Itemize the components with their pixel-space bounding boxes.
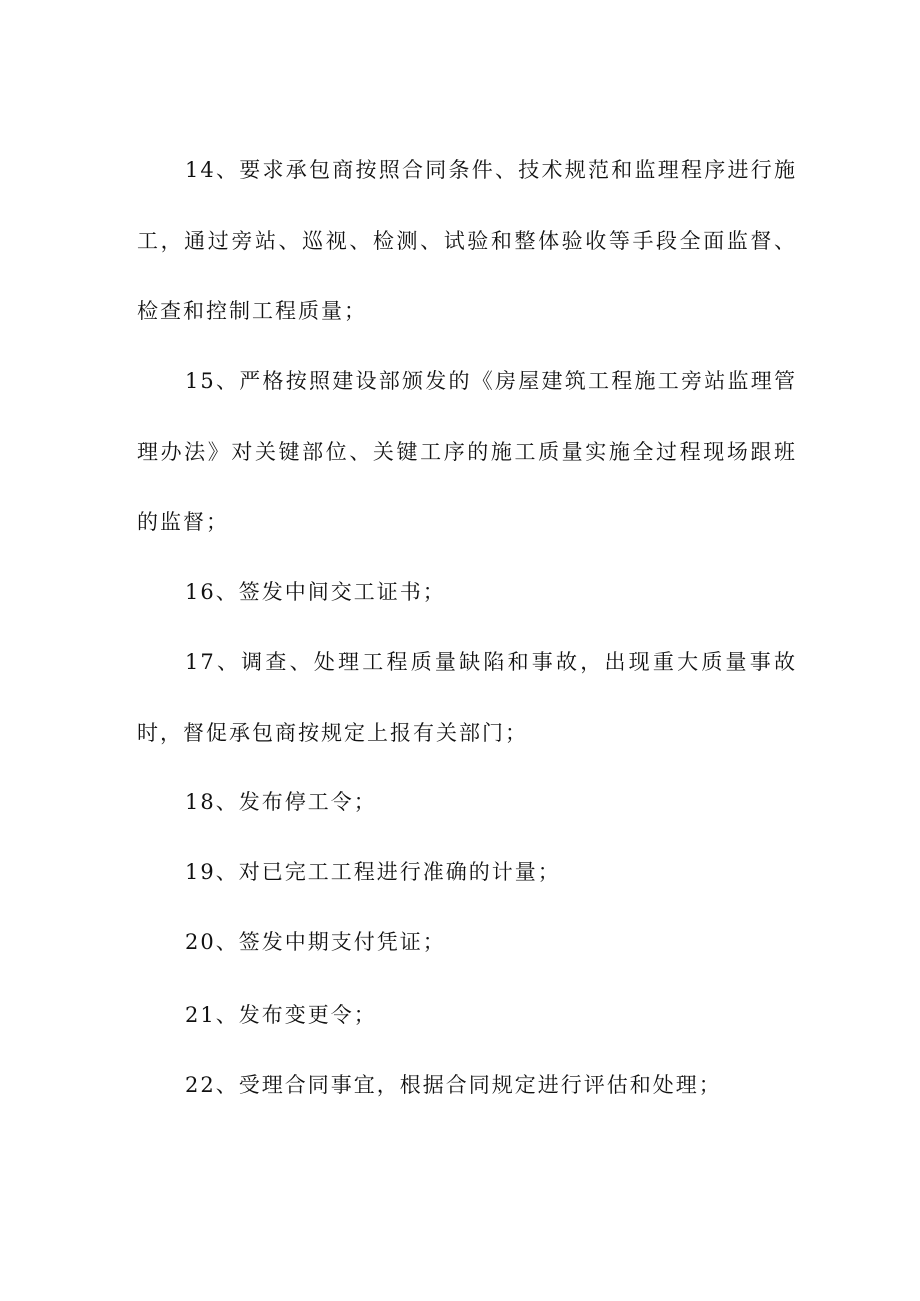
paragraph-item-16: 16、签发中间交工证书； (185, 580, 446, 604)
paragraph-item-19: 19、对已完工工程进行准确的计量； (185, 860, 561, 884)
paragraph-item-21: 21、发布变更令； (185, 1003, 377, 1027)
paragraph-item-18: 18、发布停工令； (185, 790, 377, 814)
paragraph-item-20: 20、签发中期支付凭证； (185, 930, 446, 954)
paragraph-item-17: 17、调查、处理工程质量缺陷和事故，出现重大质量事故时，督促承包商按规定上报有关部门； (137, 650, 797, 745)
paragraph-item-22: 22、受理合同事宜，根据合同规定进行评估和处理； (185, 1073, 722, 1097)
paragraph-item-15: 15、严格按照建设部颁发的《房屋建筑工程施工旁站监理管理办法》对关键部位、关键工序的施工质量实施全过程现场跟班的监督； (137, 369, 797, 534)
paragraph-item-14: 14、要求承包商按照合同条件、技术规范和监理程序进行施工，通过旁站、巡视、检测、试验和整体验收等手段全面监督、检查和控制工程质量； (137, 158, 797, 323)
